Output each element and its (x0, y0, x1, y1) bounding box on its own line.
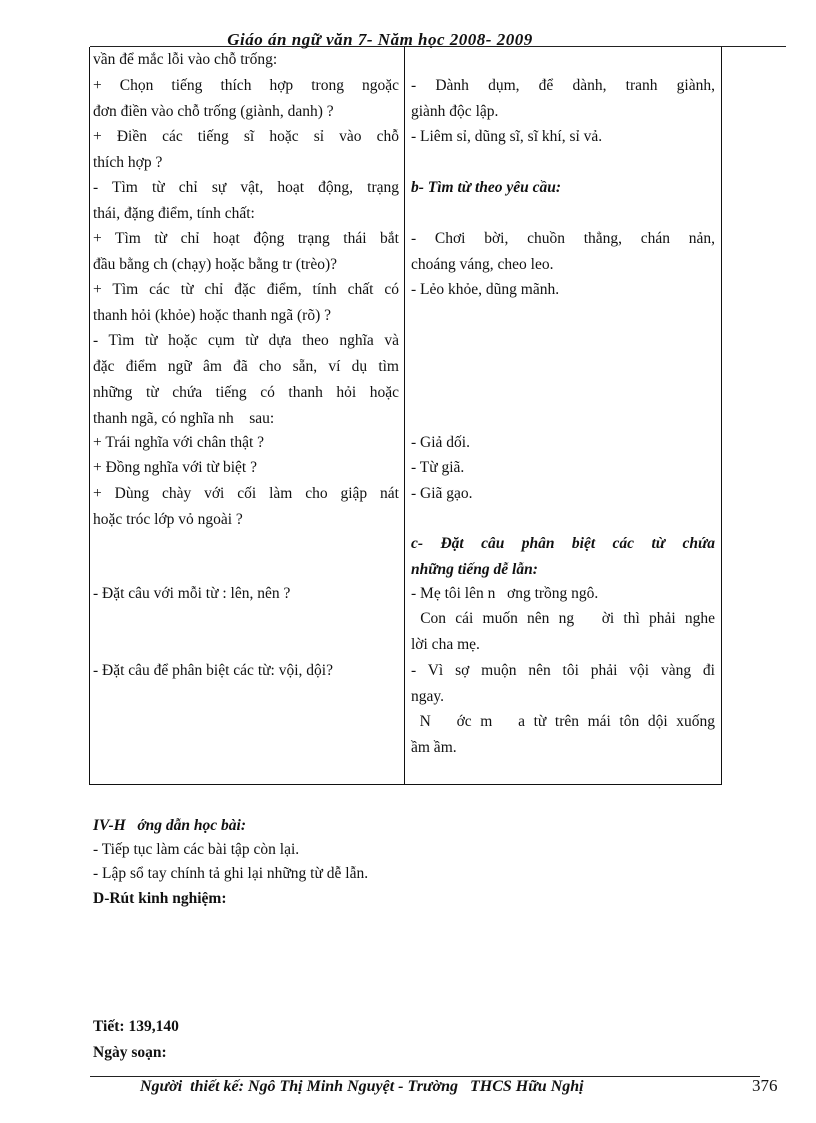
right-subheading-c (411, 531, 715, 583)
left-cell-4 (93, 175, 399, 227)
left-cell-7-line-1: - Tìm từ hoặc cụm từ dựa theo nghĩa và (93, 332, 399, 349)
right-cell-1-line-2: giành độc lập. (411, 103, 499, 120)
right-subheading-c-line-2: những tiếng dễ lẫn: (411, 561, 538, 578)
lesson-ngay-soan: Ngày soạn: (93, 1044, 167, 1061)
right-cell-4-line-1: - Lẻo khỏe, dũng mãnh. (411, 281, 560, 298)
left-cell-2-line-1: + Chọn tiếng thích hợp trong ngoặc (93, 77, 399, 94)
left-cell-4-line-2: thái, đặng điểm, tính chất: (93, 205, 255, 222)
left-cell-7-line-4: thanh ngã, có nghĩa nh sau: (93, 410, 275, 427)
left-cell-3-line-2: thích hợp ? (93, 154, 163, 171)
right-cell-3-line-2: choáng váng, cheo leo. (411, 256, 554, 273)
left-cell-7-line-3: những từ chứa tiếng có thanh hỏi hoặc (93, 384, 399, 401)
right-cell-1 (411, 73, 715, 125)
left-cell-10-line-2: hoặc tróc lớp vỏ ngoài ? (93, 511, 243, 528)
right-cell-9-line-2: lời cha mẹ. (411, 636, 480, 653)
left-cell-9 (93, 455, 399, 481)
left-cell-3 (93, 124, 399, 176)
right-cell-5 (411, 430, 715, 456)
left-cell-6-line-1: + Tìm các từ chỉ đặc điểm, tính chất có (93, 281, 399, 298)
left-cell-8-line-1: + Trái nghĩa với chân thật ? (93, 434, 265, 451)
left-cell-5-line-2: đầu bằng ch (chạy) hoặc bằng tr (trèo)? (93, 256, 338, 273)
left-cell-8 (93, 430, 399, 456)
right-cell-10 (411, 658, 715, 710)
right-cell-3-line-1: - Chơi bời, chuồn thẳng, chán nản, (411, 230, 715, 247)
left-cell-9-line-1: + Đồng nghĩa với từ biệt ? (93, 459, 257, 476)
right-cell-2 (411, 124, 715, 150)
footer-author: Người thiết kế: Ngô Thị Minh Nguyệt - Trường THCS Hữu Nghị (140, 1078, 584, 1095)
left-cell-7 (93, 328, 399, 432)
right-cell-8 (411, 581, 715, 607)
right-cell-11-line-1: N ớc m a từ trên mái tôn dội xuống (411, 713, 715, 730)
left-cell-12-line-1: - Đặt câu để phân biệt các từ: vội, dội? (93, 662, 333, 679)
left-cell-10 (93, 481, 399, 533)
left-cell-5 (93, 226, 399, 278)
section-iv-item-1: - Tiếp tục làm các bài tập còn lại. (93, 841, 300, 858)
right-cell-9-line-1: Con cái muốn nên ng ời thì phải nghe (411, 610, 715, 627)
section-iv-heading: IV-H ớng dẫn học bài: (93, 817, 247, 834)
right-cell-9 (411, 606, 715, 658)
section-d-heading: D-Rút kinh nghiệm: (93, 890, 227, 907)
left-cell-2 (93, 73, 399, 125)
right-cell-10-line-1: - Vì sợ muộn nên tôi phải vội vàng đi (411, 662, 715, 679)
right-cell-10-line-2: ngay. (411, 688, 444, 705)
left-cell-12 (93, 658, 399, 684)
table-column-divider (404, 47, 405, 785)
footer-rule (90, 1076, 760, 1077)
right-subheading-b (411, 175, 715, 201)
right-cell-11 (411, 709, 715, 761)
right-subheading-c-line-1: c- Đặt câu phân biệt các từ chứa (411, 535, 715, 552)
right-cell-11-line-2: ầm ầm. (411, 739, 457, 756)
left-cell-3-line-1: + Điền các tiếng sĩ hoặc sỉ vào chỗ (93, 128, 399, 145)
left-cell-6 (93, 277, 399, 329)
left-cell-7-line-2: đặc điểm ngữ âm đã cho sẵn, ví dụ tìm (93, 358, 399, 375)
page-header-title: Giáo án ngữ văn 7- Năm học 2008- 2009 (227, 30, 533, 49)
left-cell-10-line-1: + Dùng chày với cối làm cho giập nát (93, 485, 399, 502)
left-cell-11 (93, 581, 399, 607)
right-cell-7 (411, 481, 715, 507)
right-cell-6 (411, 455, 715, 481)
right-cell-2-line-1: - Liêm sỉ, dũng sĩ, sĩ khí, sỉ vả. (411, 128, 603, 145)
page-number: 376 (752, 1076, 778, 1095)
left-cell-6-line-2: thanh hỏi (khỏe) hoặc thanh ngã (rõ) ? (93, 307, 332, 324)
left-cell-1-line-1: vần để mắc lỗi vào chỗ trống: (93, 51, 278, 68)
right-cell-4 (411, 277, 715, 303)
right-cell-6-line-1: - Từ giã. (411, 459, 465, 476)
left-cell-2-line-2: đơn điền vào chỗ trống (giành, danh) ? (93, 103, 334, 120)
left-cell-5-line-1: + Tìm từ chỉ hoạt động trạng thái bắt (93, 230, 399, 247)
right-cell-5-line-1: - Giả dối. (411, 434, 470, 451)
right-cell-1-line-1: - Dành dụm, để dành, tranh giành, (411, 77, 715, 94)
section-iv-item-2: - Lập sổ tay chính tả ghi lại những từ dễ lẫn. (93, 865, 369, 882)
right-subheading-b-text: b- Tìm từ theo yêu cầu: (411, 179, 562, 196)
left-cell-11-line-1: - Đặt câu với mỗi từ : lên, nên ? (93, 585, 291, 602)
right-cell-3 (411, 226, 715, 278)
lesson-tiet: Tiết: 139,140 (93, 1018, 179, 1035)
left-cell-4-line-1: - Tìm từ chỉ sự vật, hoạt động, trạng (93, 179, 399, 196)
left-cell-1 (93, 47, 399, 73)
right-cell-8-line-1: - Mẹ tôi lên n ơng trồng ngô. (411, 585, 599, 602)
right-cell-7-line-1: - Giã gạo. (411, 485, 473, 502)
